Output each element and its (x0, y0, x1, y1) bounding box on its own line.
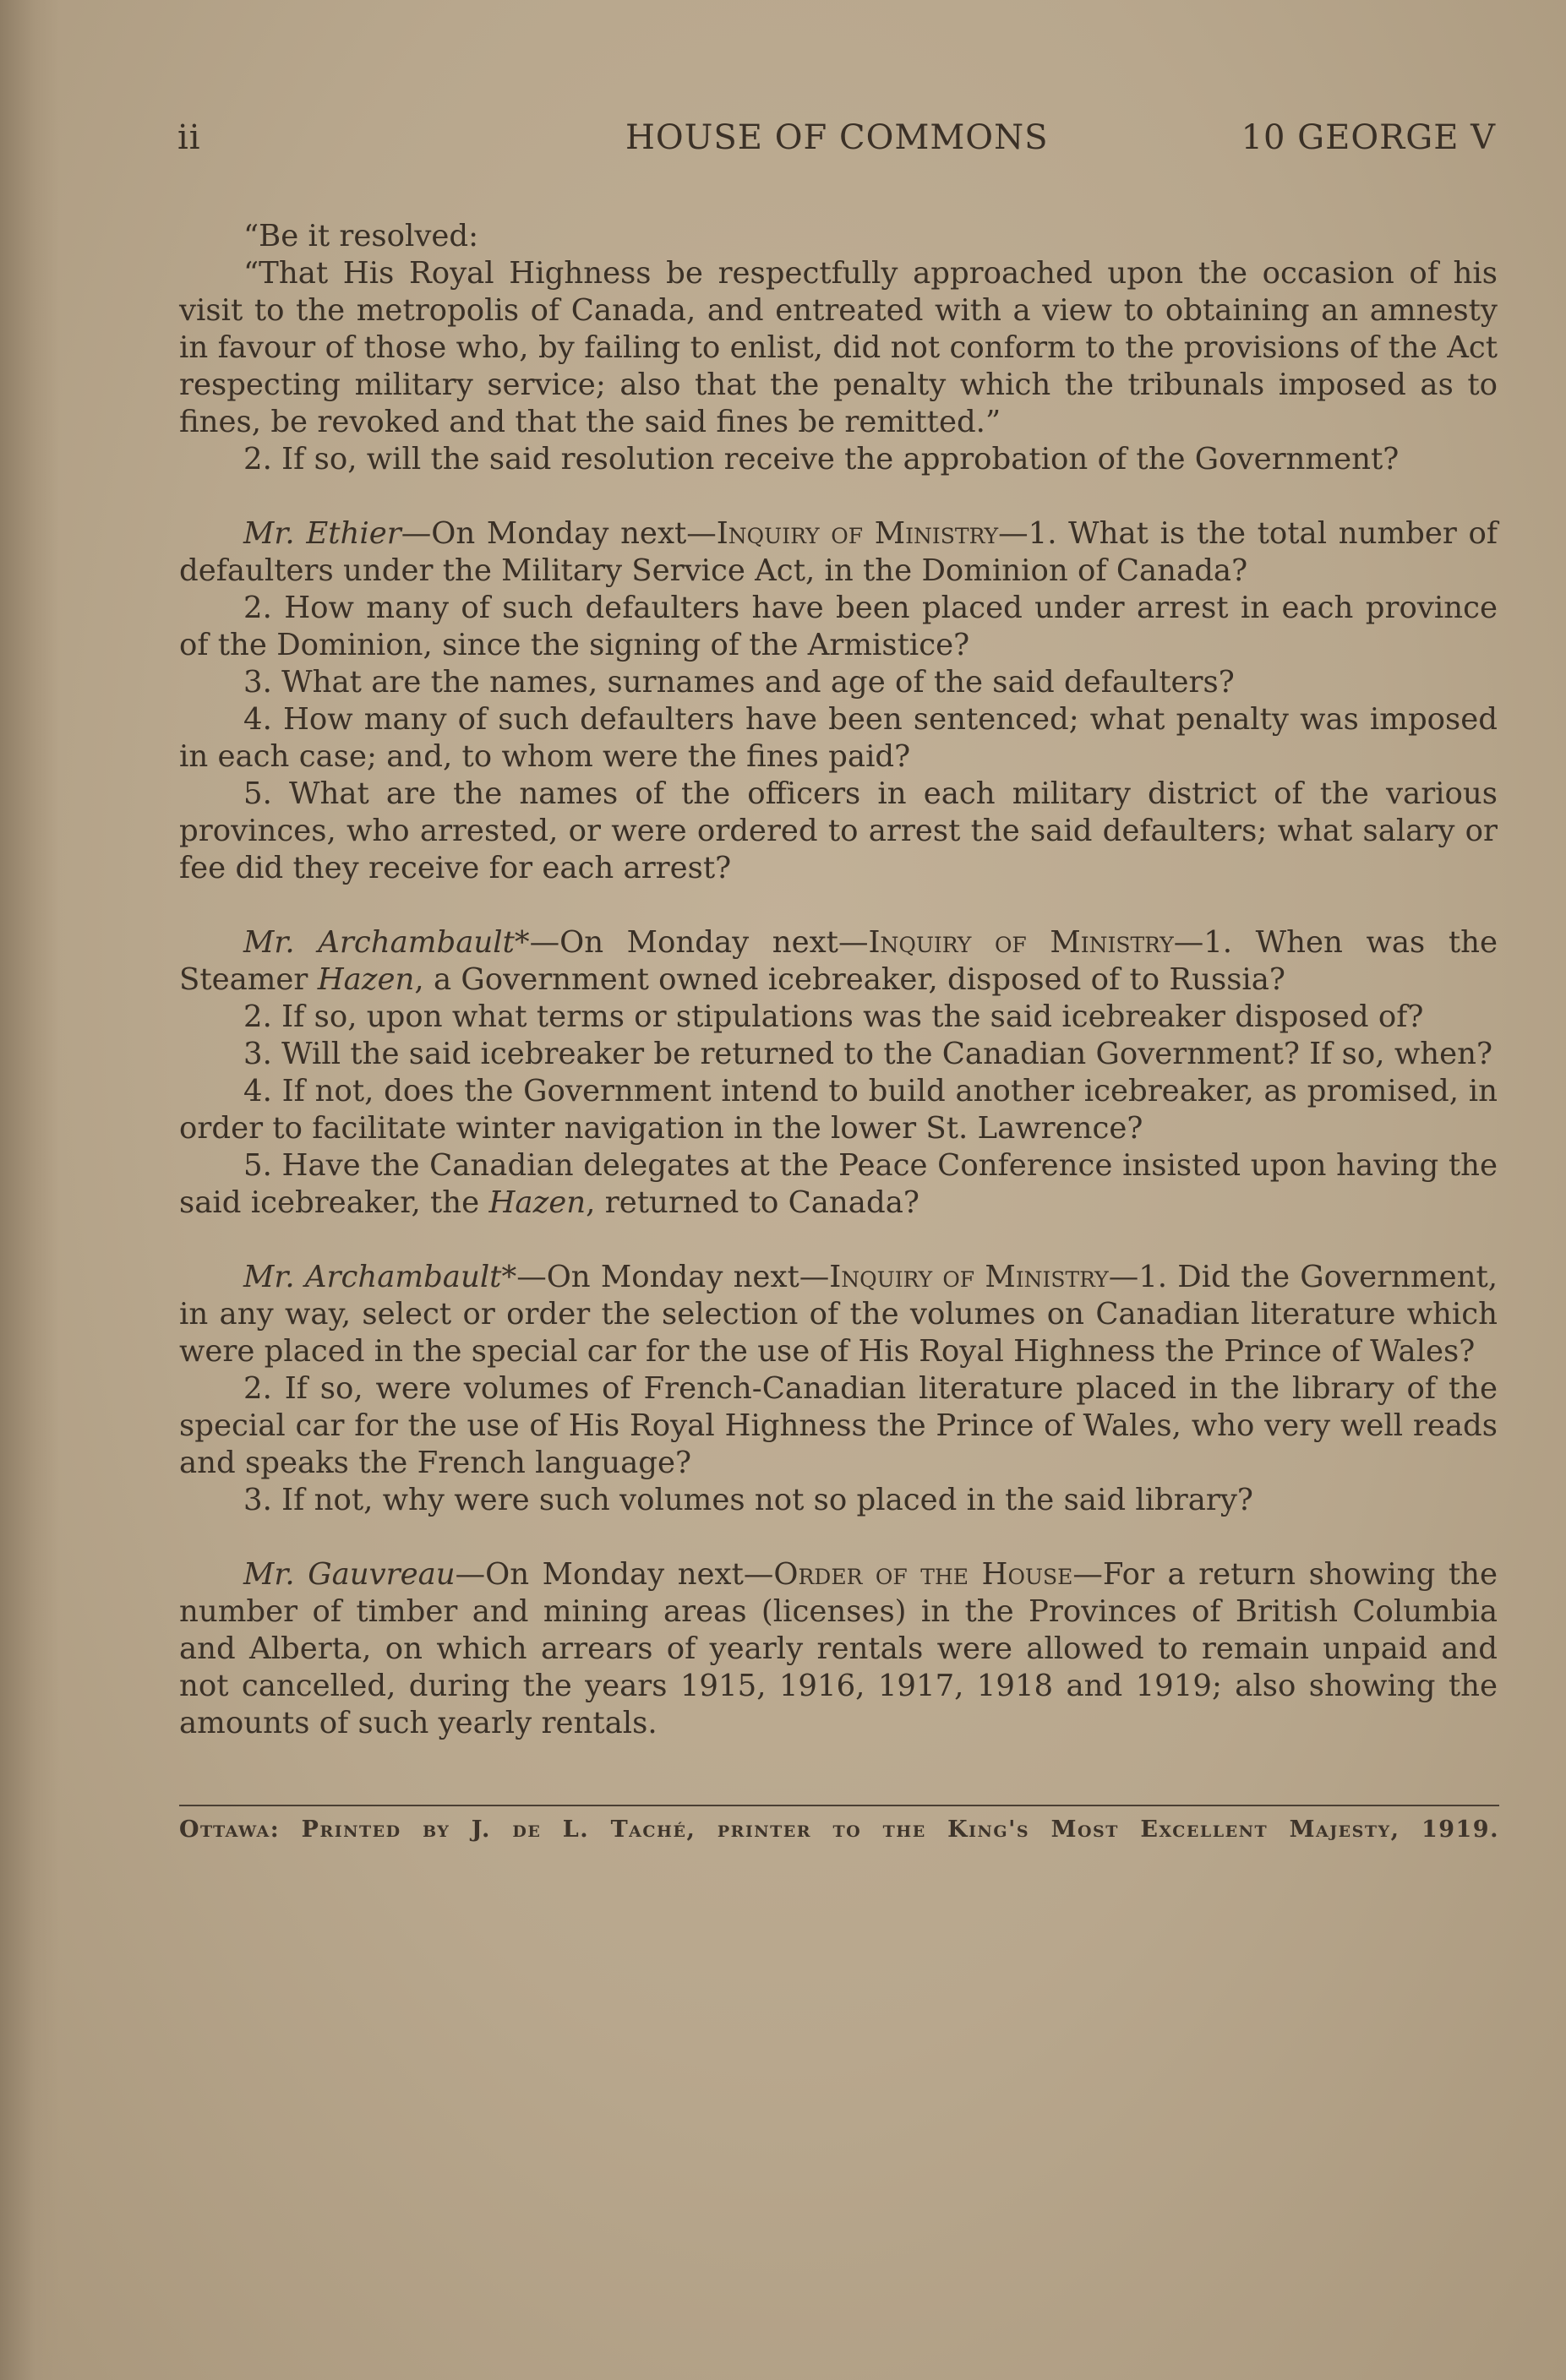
question: 2. If so, upon what terms or stipulations was the said icebreaker disposed of? (243, 999, 1424, 1034)
notice-ethier: Mr. Ethier—On Monday next—Inquiry of Ministry—1. What is the total number of defaulters under the Military Service Act, in the Dominion of Canada? (179, 516, 1498, 588)
member-name: Mr. Archambault* (243, 925, 530, 960)
notice-kind: Inquiry of Ministry (716, 516, 999, 551)
resolution-question: 2. If so, will the said resolution receive the approbation of the Government? (243, 442, 1400, 477)
notice-body (179, 218, 1498, 1742)
question: 2. If so, were volumes of French-Canadian literature placed in the library of the special car for the use of His Royal Highness the Prince of Wales, who very well reads and speaks the French language? (179, 1371, 1498, 1480)
question: 3. Will the said icebreaker be returned to the Canadian Government? If so, when? (243, 1037, 1492, 1071)
binding-edge (0, 0, 59, 2380)
notice-kind: Inquiry of Ministry (868, 925, 1174, 960)
member-name: Mr. Archambault* (243, 1260, 517, 1294)
question: 3. If not, why were such volumes not so placed in the said library? (243, 1483, 1253, 1517)
page-number: ii (177, 118, 201, 157)
question: 3. What are the names, surnames and age of the said defaulters? (243, 665, 1235, 700)
ship-name: Hazen (488, 1185, 587, 1220)
question: 4. How many of such defaulters have been sentenced; what penalty was imposed in each case; and, to whom were the fines paid? (179, 702, 1498, 774)
notice-archambault-icebreaker: Mr. Archambault*—On Monday next—Inquiry of Ministry—1. When was the Steamer Hazen, a Government owned icebreaker, disposed of to Russia? (179, 925, 1498, 997)
question: 5. Have the Canadian delegates at the Peace Conference insisted upon having the said icebreaker, the Hazen, returned to Canada? (179, 1148, 1498, 1220)
regnal-year: 10 GEORGE V (1241, 118, 1496, 157)
header-title: HOUSE OF COMMONS (625, 118, 1049, 157)
question: 2. How many of such defaulters have been placed under arrest in each province of the Dominion, since the signing of the Armistice? (179, 591, 1498, 662)
imprint-printer: Printed by J. de L. Taché, printer to the King's Most Excellent Majesty, 1919. (301, 1816, 1499, 1843)
notice-kind: Order of the House (773, 1557, 1073, 1592)
question: 4. If not, does the Government intend to build another icebreaker, as promised, in order to facilitate winter navigation in the lower St. Lawrence? (179, 1074, 1498, 1146)
ship-name: Hazen (317, 962, 415, 997)
imprint-place: Ottawa: (179, 1816, 281, 1843)
resolution-opening: “Be it resolved: (243, 219, 479, 253)
resolution-paragraph: “That His Royal Highness be respectfully approached upon the occasion of his visit to the metropolis of Canada, and entreated with a view to obtaining an amnesty in favour of those who, by failing to enlist, did not conform to the provisions of the Act respecting military service; also that the penalty which the tribunals imposed as to fines, be revoked and that the said fines be remitted.” (179, 256, 1498, 439)
notice-kind: Inquiry of Ministry (829, 1260, 1109, 1294)
running-header (177, 118, 1496, 161)
member-name: Mr. Ethier (243, 516, 401, 551)
question: 5. What are the names of the officers in each military district of the various provinces, who arrested, or were ordered to arrest the said defaulters; what salary or fee did they receive for each arrest? (179, 776, 1498, 885)
member-name: Mr. Gauvreau (243, 1557, 456, 1592)
notice-gauvreau: Mr. Gauvreau—On Monday next—Order of the House—For a return showing the number of timber and mining areas (licenses) in the Provinces of British Columbia and Alberta, on which arrears of yearly rentals were allowed to remain unpaid and not cancelled, during the years 1915, 1916, 1917, 1918 and 1919; also showing the amounts of such yearly rentals. (179, 1557, 1498, 1740)
footer-rule (179, 1805, 1499, 1806)
notice-archambault-literature: Mr. Archambault*—On Monday next—Inquiry of Ministry—1. Did the Government, in any way, select or order the selection of the volumes on Canadian literature which were placed in the special car for the use of His Royal Highness the Prince of Wales? (179, 1260, 1498, 1369)
printer-imprint (179, 1816, 1499, 1843)
